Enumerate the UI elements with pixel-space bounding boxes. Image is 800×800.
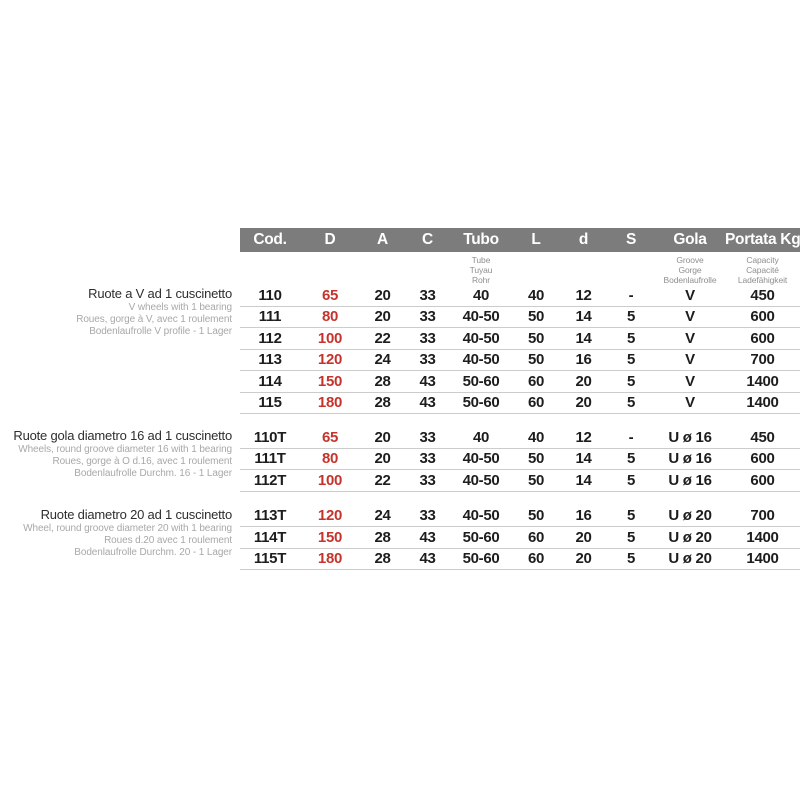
group-subtitle: Bodenlaufrolle Durchm. 16 - 1 Lager [74,468,232,479]
cell-gola: V [685,351,695,369]
cell-l: 60 [527,528,545,546]
group-subtitle: Roues d.20 avec 1 roulement [104,534,232,546]
product-group [0,506,800,571]
cell-portata-kg: 600 [750,450,775,468]
group-rows [240,506,800,571]
column-subheader-line: Bodenlaufrolle [663,275,717,285]
cell-d: 100 [317,329,343,347]
cell-cod: 111T [254,450,286,468]
column-subheader-d [560,255,607,285]
column-subheader-line: Ladefähigkeit [737,275,788,285]
cell-d: 14 [575,450,592,468]
group-labels [0,285,240,414]
cell-portata-kg: 450 [750,428,775,446]
cell-d: 120 [317,351,343,369]
cell-c: 33 [419,351,436,369]
cell-a: 22 [374,329,391,347]
column-header-d: D [324,231,336,248]
column-subheader-line: Capacité [746,265,779,275]
cell-l: 40 [527,286,545,304]
cell-d: 180 [317,394,343,412]
table-row [240,506,800,528]
cell-d: 180 [317,550,343,568]
cell-s: 5 [626,329,636,347]
cell-tubo: 40 [472,286,490,304]
cell-portata-kg: 600 [750,471,775,489]
group-subtitle: Wheel, round groove diameter 20 with 1 bearing [23,522,232,534]
cell-c: 43 [419,372,436,390]
cell-d: 80 [321,308,339,326]
cell-gola: U ø 20 [668,550,712,568]
cell-d: 14 [575,329,592,347]
table-row [240,285,800,307]
cell-gola: V [685,372,695,390]
column-header-cod: Cod. [253,231,287,248]
cell-cod: 110 [258,286,282,304]
cell-cod: 113T [253,507,287,525]
cell-portata-kg: 600 [750,329,775,347]
cell-l: 60 [527,372,545,390]
cell-portata-kg: 700 [750,507,775,525]
cell-s: - [628,428,634,446]
cell-gola: V [685,308,695,326]
cell-s: 5 [626,394,636,412]
group-subtitle: Roues, gorge à V, avec 1 roulement [76,314,232,325]
column-header-s: S [625,231,637,248]
cell-cod: 112T [253,471,287,489]
column-header-d: d [578,231,589,248]
group-subtitle: Wheels, round groove diameter 16 with 1 bearing [18,444,232,455]
cell-gola: U ø 20 [668,528,712,546]
cell-l: 50 [527,351,545,369]
cell-cod: 113 [258,351,282,369]
cell-tubo: 50-60 [462,372,500,390]
group-subtitle: V wheels with 1 bearing [128,302,232,313]
cell-tubo: 40-50 [462,351,500,369]
cell-s: 5 [626,550,636,568]
column-subheader-line: Rohr [471,275,491,285]
group-rows [240,427,800,492]
column-header-tubo: Tubo [463,231,499,248]
cell-l: 60 [527,394,545,412]
cell-d: 14 [575,308,592,326]
cell-c: 43 [419,394,436,412]
column-subheader-line: Capacity [746,255,779,265]
cell-a: 28 [374,394,391,412]
cell-a: 28 [374,550,391,568]
cell-tubo: 40 [472,428,490,446]
column-subheader-c [405,255,450,285]
cell-s: 5 [626,471,636,489]
cell-s: 5 [626,351,636,369]
group-title: Ruote gola diametro 16 ad 1 cuscinetto [13,428,232,443]
cell-portata-kg: 1400 [746,394,779,412]
column-subheader-gola [655,255,725,285]
column-subheader-l [512,255,560,285]
column-subheader-line: Gorge [678,265,702,275]
cell-a: 20 [374,450,391,468]
table-row [240,449,800,471]
cell-c: 33 [419,308,436,326]
cell-s: 5 [626,528,636,546]
cell-d: 16 [575,351,592,369]
cell-cod: 111 [258,308,282,326]
cell-tubo: 40-50 [462,329,500,347]
table-row [240,549,800,571]
cell-tubo: 40-50 [462,471,500,489]
cell-d: 65 [321,286,339,304]
group-title: Ruote a V ad 1 cuscinetto [88,286,232,301]
cell-cod: 114 [258,372,282,390]
cell-c: 43 [419,528,436,546]
cell-tubo: 40-50 [462,507,500,525]
cell-portata-kg: 700 [750,351,775,369]
table-row [240,350,800,372]
column-subheader-portata-kg [725,255,800,285]
cell-portata-kg: 1400 [746,528,779,546]
group-labels [0,427,240,492]
cell-d: 16 [575,507,592,525]
cell-cod: 112 [258,329,282,347]
cell-c: 33 [419,286,436,304]
cell-gola: U ø 16 [668,471,712,489]
column-subheader-line: Groove [676,255,704,265]
column-header-c: C [422,231,433,248]
cell-d: 20 [575,372,592,390]
column-header-l: L [531,231,541,248]
column-subheader-line: Tube [471,255,491,265]
group-subtitle: Bodenlaufrolle Durchm. 20 - 1 Lager [74,546,232,558]
cell-cod: 114T [253,528,287,546]
cell-gola: U ø 16 [668,450,712,468]
cell-l: 50 [527,471,545,489]
group-subtitle: Bodenlaufrolle V profile - 1 Lager [89,326,232,337]
cell-s: - [628,286,634,304]
cell-s: 5 [626,450,636,468]
product-group [0,285,800,414]
table-row [240,307,800,329]
cell-c: 33 [419,507,436,525]
cell-gola: U ø 20 [668,507,712,525]
cell-gola: V [685,329,695,347]
cell-d: 20 [575,528,592,546]
column-header-gola: Gola [673,231,707,248]
column-subheader-cod [240,255,300,285]
cell-a: 24 [374,507,391,525]
column-subheader-s [607,255,655,285]
cell-l: 40 [527,428,545,446]
cell-l: 60 [527,550,545,568]
cell-a: 20 [374,286,391,304]
column-header-portata-kg: Portata Kg [725,231,800,248]
cell-a: 28 [374,528,391,546]
cell-s: 5 [626,372,636,390]
table-body [0,285,800,570]
table-row [240,427,800,449]
cell-tubo: 50-60 [462,394,500,412]
group-subtitle: Roues, gorge à O d.16, avec 1 roulement [52,456,232,467]
table-row [240,470,800,492]
cell-d: 150 [317,372,343,390]
cell-d: 80 [321,450,339,468]
cell-a: 24 [374,351,391,369]
cell-l: 50 [527,507,545,525]
cell-tubo: 40-50 [462,450,500,468]
cell-l: 50 [527,308,545,326]
cell-a: 20 [374,308,391,326]
group-rows [240,285,800,414]
cell-a: 22 [374,471,391,489]
cell-a: 20 [374,428,391,446]
cell-a: 28 [374,372,391,390]
cell-cod: 110T [253,428,287,446]
cell-d: 12 [575,286,592,304]
cell-portata-kg: 1400 [746,372,779,390]
cell-tubo: 50-60 [462,550,500,568]
cell-d: 20 [575,550,592,568]
cell-d: 100 [317,471,343,489]
column-subheader-a [360,255,405,285]
cell-l: 50 [527,450,545,468]
cell-c: 43 [419,550,436,568]
cell-cod: 115 [258,394,282,412]
cell-portata-kg: 1400 [746,550,779,568]
cell-c: 33 [419,428,436,446]
group-title: Ruote diametro 20 ad 1 cuscinetto [40,506,232,522]
cell-gola: V [685,286,695,304]
cell-d: 120 [317,507,343,525]
table-row [240,328,800,350]
table-subheader [240,252,800,285]
column-subheader-line: Tuyau [469,265,493,275]
table-row [240,371,800,393]
cell-c: 33 [419,450,436,468]
cell-d: 14 [575,471,592,489]
cell-c: 33 [419,329,436,347]
table-header [240,228,800,252]
cell-portata-kg: 600 [750,308,775,326]
cell-gola: V [685,394,695,412]
cell-d: 150 [317,528,343,546]
cell-tubo: 40-50 [462,308,500,326]
cell-gola: U ø 16 [668,428,712,446]
column-subheader-d [300,255,360,285]
cell-l: 50 [527,329,545,347]
cell-d: 12 [575,428,592,446]
column-header-a: A [377,231,388,248]
product-group [0,427,800,492]
table-row [240,393,800,415]
cell-s: 5 [626,308,636,326]
cell-tubo: 50-60 [462,528,500,546]
cell-portata-kg: 450 [750,286,775,304]
cell-c: 33 [419,471,436,489]
cell-cod: 115T [253,550,287,568]
table-row [240,527,800,549]
cell-d: 65 [321,428,339,446]
cell-d: 20 [575,394,592,412]
column-subheader-tubo [450,255,512,285]
spec-table [0,228,800,570]
group-labels [0,506,240,571]
cell-s: 5 [626,507,636,525]
